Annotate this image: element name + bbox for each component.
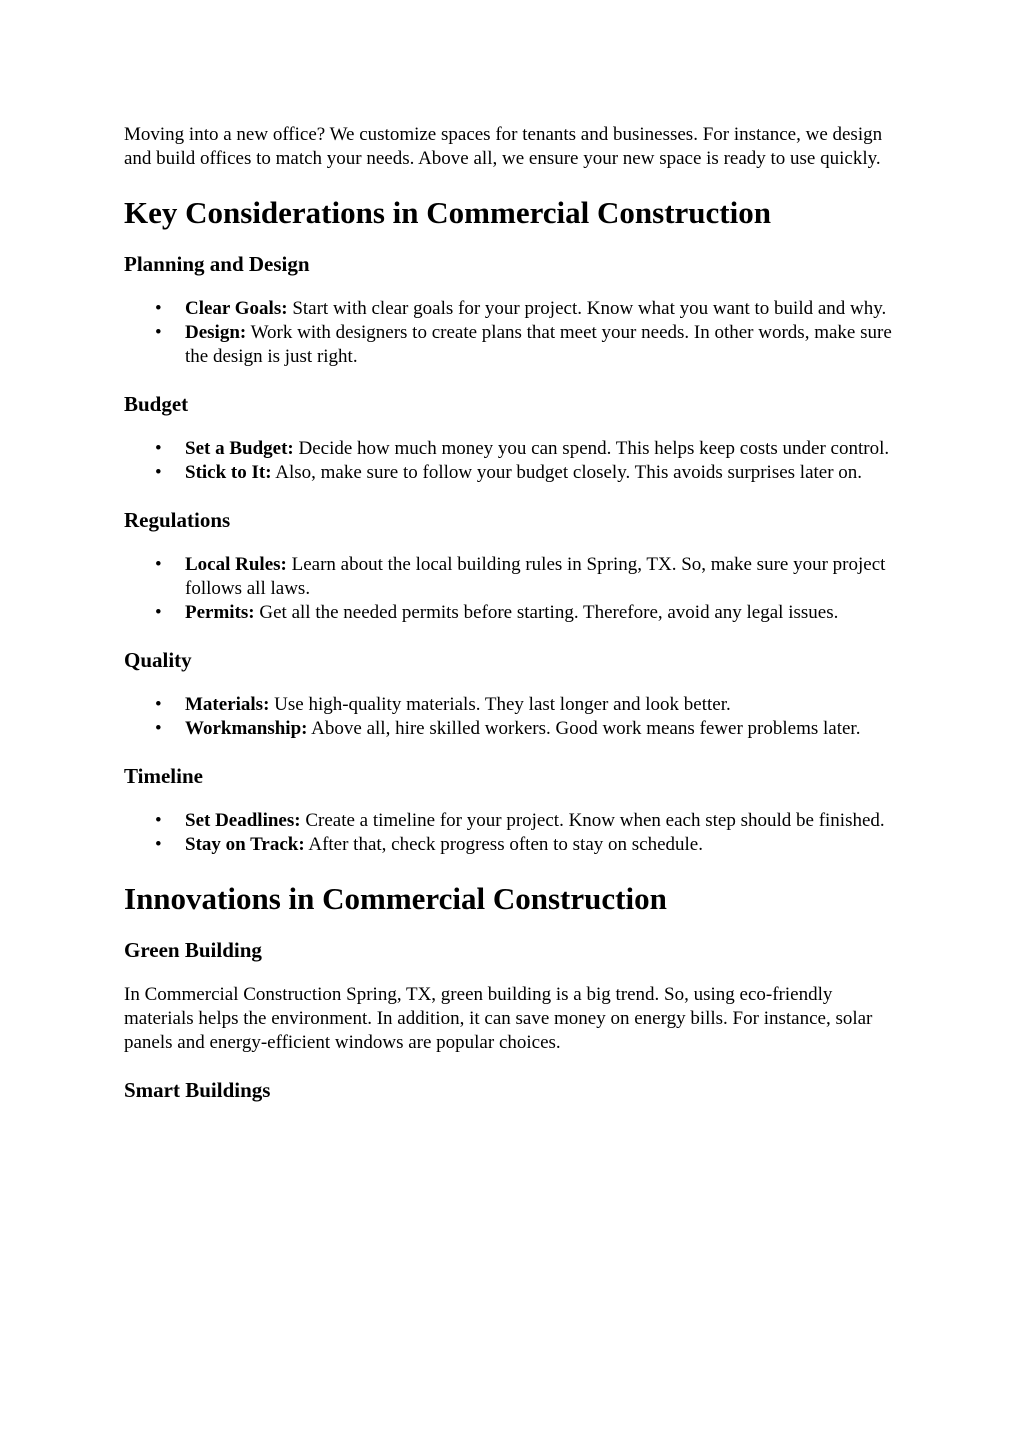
list-item-text: Start with clear goals for your project. Know what you want to build and why. bbox=[287, 298, 887, 319]
list-item bbox=[185, 809, 904, 833]
green-building-paragraph: In Commercial Construction Spring, TX, green building is a big trend. So, using eco-friendly materials helps the environment. In addition, it can save money on energy bills. For instance, solar panels and energy-efficient windows are popular choices. bbox=[124, 984, 873, 1053]
regulations-list bbox=[124, 553, 904, 625]
list-item-text: Above all, hire skilled workers. Good work means fewer problems later. bbox=[307, 718, 861, 739]
subsection-title-planning-design: Planning and Design bbox=[124, 252, 310, 276]
list-item-term: Clear Goals: bbox=[185, 298, 288, 319]
list-item bbox=[185, 693, 904, 717]
list-item-term: Permits: bbox=[185, 602, 255, 623]
list-item-text: Decide how much money you can spend. This helps keep costs under control. bbox=[293, 438, 890, 459]
planning-design-list bbox=[124, 297, 904, 369]
list-item-term: Set Deadlines: bbox=[185, 810, 301, 831]
list-item-term: Set a Budget: bbox=[185, 438, 294, 459]
list-item bbox=[185, 553, 904, 601]
list-item-term: Workmanship: bbox=[185, 718, 308, 739]
list-item bbox=[185, 833, 904, 857]
list-item-text: Create a timeline for your project. Know when each step should be finished. bbox=[300, 810, 885, 831]
quality-list bbox=[124, 693, 904, 741]
list-item-text: After that, check progress often to stay on schedule. bbox=[304, 834, 703, 855]
timeline-list bbox=[124, 809, 904, 857]
subsection-title-regulations: Regulations bbox=[124, 508, 231, 532]
list-item-text: Also, make sure to follow your budget closely. This avoids surprises later on. bbox=[271, 462, 863, 483]
list-item-text: Learn about the local building rules in Spring, TX. So, make sure your project follows all laws. bbox=[185, 554, 886, 599]
subsection-title-green-building: Green Building bbox=[124, 938, 262, 962]
list-item-term: Stick to It: bbox=[185, 462, 272, 483]
list-item-term: Stay on Track: bbox=[185, 834, 305, 855]
list-item bbox=[185, 297, 904, 321]
list-item-text: Work with designers to create plans that meet your needs. In other words, make sure the design is just right. bbox=[185, 322, 892, 367]
list-item-term: Materials: bbox=[185, 694, 270, 715]
list-item bbox=[185, 461, 904, 485]
section-title-innovations: Innovations in Commercial Construction bbox=[124, 881, 667, 916]
list-item bbox=[185, 437, 904, 461]
list-item-term: Local Rules: bbox=[185, 554, 287, 575]
subsection-title-smart-buildings: Smart Buildings bbox=[124, 1078, 271, 1102]
subsection-title-quality: Quality bbox=[124, 648, 192, 672]
section-title-key-considerations: Key Considerations in Commercial Construction bbox=[124, 195, 771, 230]
list-item bbox=[185, 601, 904, 625]
list-item-term: Design: bbox=[185, 322, 247, 343]
budget-list bbox=[124, 437, 904, 485]
list-item-text: Use high-quality materials. They last longer and look better. bbox=[269, 694, 731, 715]
list-item-text: Get all the needed permits before starting. Therefore, avoid any legal issues. bbox=[254, 602, 839, 623]
intro-paragraph: Moving into a new office? We customize spaces for tenants and businesses. For instance, we design and build offices to match your needs. Above all, we ensure your new space is ready to use quickly. bbox=[124, 124, 883, 169]
document-page bbox=[124, 123, 904, 1123]
list-item bbox=[185, 717, 904, 741]
list-item bbox=[185, 321, 904, 369]
subsection-title-budget: Budget bbox=[124, 392, 189, 416]
subsection-title-timeline: Timeline bbox=[124, 764, 203, 788]
